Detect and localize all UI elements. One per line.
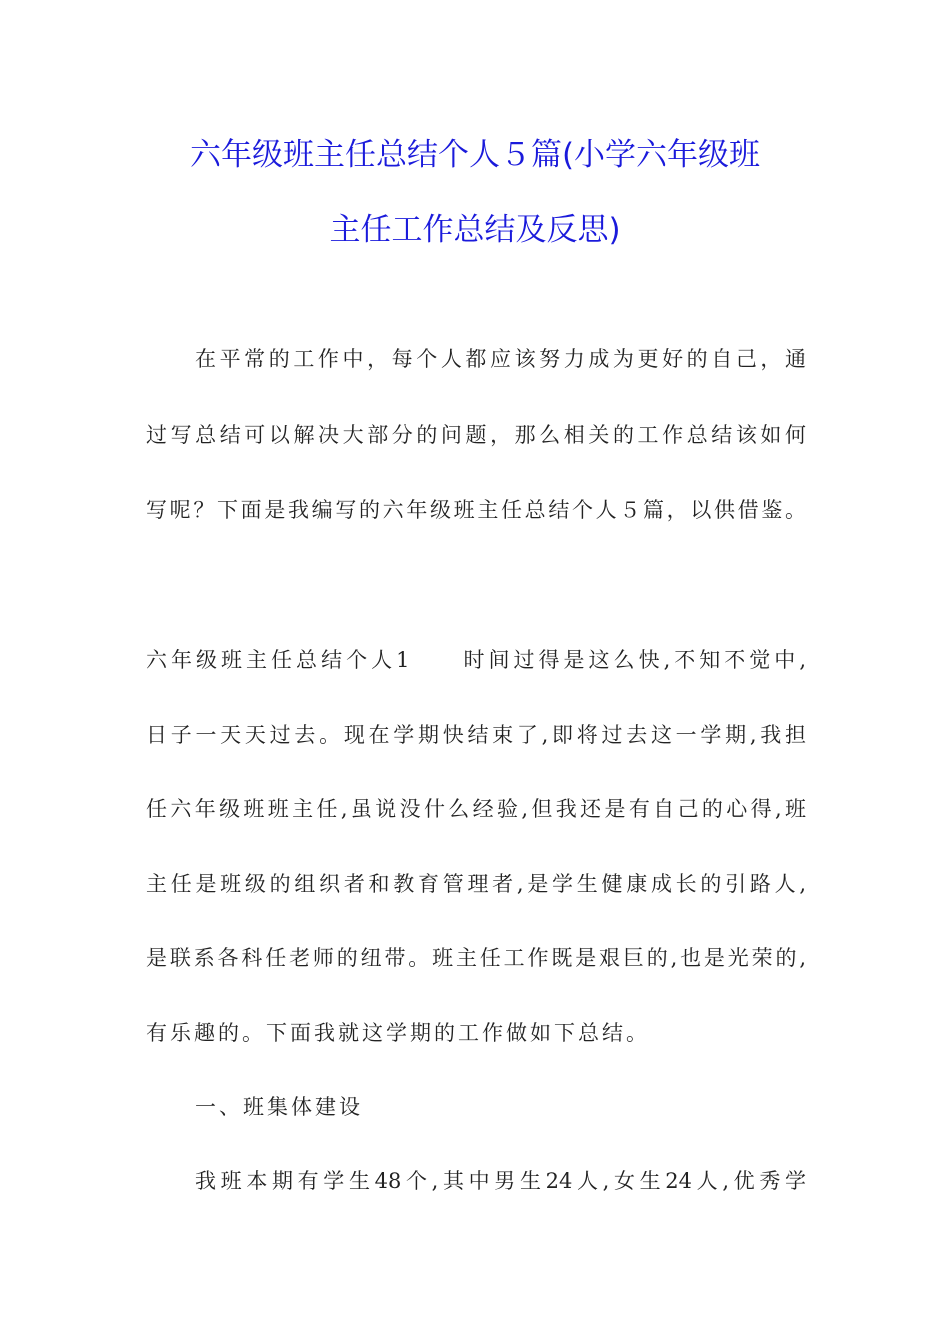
body-line-6: 有乐趣的。下面我就这学期的工作做如下总结。 xyxy=(146,1021,650,1045)
section-heading: 一、班集体建设 xyxy=(195,1095,363,1119)
body-line-5: 是联系各科任老师的纽带。班主任工作既是艰巨的,也是光荣的, xyxy=(146,946,806,970)
section-line-1: 我班本期有学生48个,其中男生24人,女生24人,优秀学 xyxy=(195,1169,806,1193)
body-line-3: 任六年级班班主任,虽说没什么经验,但我还是有自己的心得,班 xyxy=(146,797,806,821)
document-title-line-2: 主任工作总结及反思) xyxy=(329,212,621,248)
intro-line-3: 写呢？下面是我编写的六年级班主任总结个人５篇，以供借鉴。 xyxy=(146,498,806,522)
intro-line-1: 在平常的工作中，每个人都应该努力成为更好的自己，通 xyxy=(195,347,806,371)
intro-line-2: 过写总结可以解决大部分的问题，那么相关的工作总结该如何 xyxy=(146,423,806,447)
body-line-2: 日子一天天过去。现在学期快结束了,即将过去这一学期,我担 xyxy=(146,723,806,747)
body-line-4: 主任是班级的组织者和教育管理者,是学生健康成长的引路人, xyxy=(146,872,806,896)
body-line-1: 六年级班主任总结个人1 时间过得是这么快,不知不觉中, xyxy=(146,648,806,672)
document-title-line-1: 六年级班主任总结个人５篇(小学六年级班 xyxy=(189,137,761,173)
